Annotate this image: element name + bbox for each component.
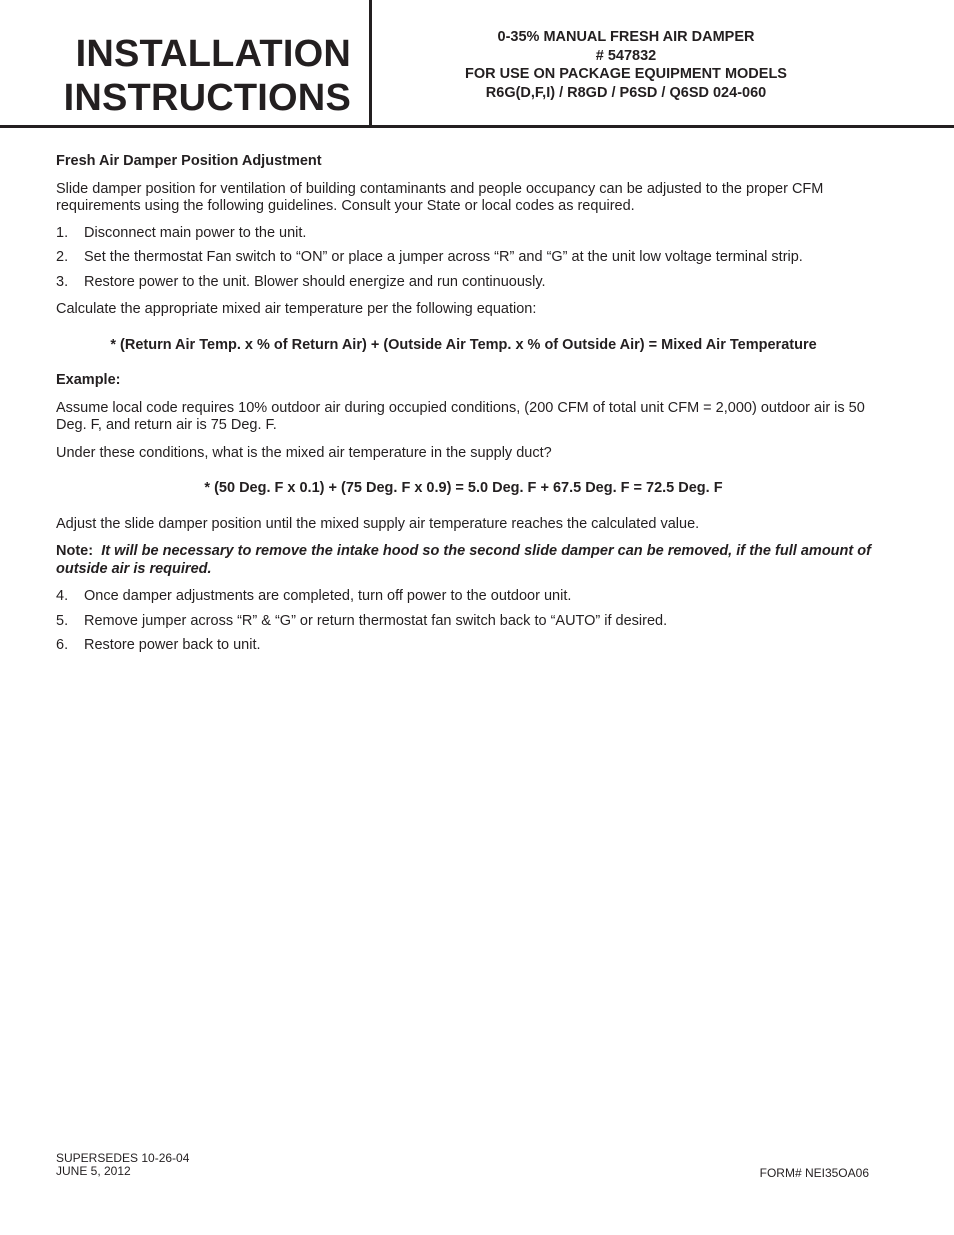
- step-number: 6.: [56, 637, 69, 653]
- list-item: [56, 274, 871, 292]
- page-header: [0, 0, 954, 128]
- subtitle-line: FOR USE ON PACKAGE EQUIPMENT MODELS: [465, 66, 787, 82]
- title-line: INSTRUCTIONS: [63, 77, 351, 119]
- example-question: Under these conditions, what is the mixed air temperature in the supply duct?: [56, 444, 552, 461]
- example-heading: Example:: [56, 372, 121, 388]
- step-text: Remove jumper across “R” & “G” or return thermostat fan switch back to “AUTO” if desired.: [84, 612, 668, 629]
- form-number: FORM# NEI35OA06: [759, 1166, 869, 1180]
- supersedes-text: SUPERSEDES 10-26-04: [56, 1151, 190, 1165]
- subtitle-line: 0-35% MANUAL FRESH AIR DAMPER: [497, 29, 755, 45]
- step-number: 5.: [56, 612, 69, 629]
- note-label: Note:: [56, 543, 94, 559]
- calculation-intro: Calculate the appropriate mixed air temperature per the following equation:: [56, 301, 537, 317]
- subtitle-line: R6G(D,F,I) / R8GD / P6SD / Q6SD 024-060: [485, 84, 767, 101]
- mixed-air-equation: * (Return Air Temp. x % of Return Air) + (Outside Air Temp. x % of Outside Air) = Mixed Air Temperature: [110, 336, 817, 353]
- list-item: [56, 637, 871, 655]
- list-item: [56, 613, 871, 631]
- step-text: Restore power back to unit.: [84, 637, 261, 653]
- list-item: [56, 225, 871, 243]
- example-equation: * (50 Deg. F x 0.1) + (75 Deg. F x 0.9) = 5.0 Deg. F + 67.5 Deg. F = 72.5 Deg. F: [204, 480, 723, 496]
- revision-date: JUNE 5, 2012: [56, 1164, 131, 1178]
- adjust-paragraph: Adjust the slide damper position until the mixed supply air temperature reaches the calculated value.: [56, 515, 700, 532]
- step-number: 1.: [56, 224, 69, 241]
- list-item: [56, 588, 871, 606]
- step-text: Set the thermostat Fan switch to “ON” or place a jumper across “R” and “G” at the unit low voltage terminal strip.: [84, 249, 803, 265]
- section-heading: Fresh Air Damper Position Adjustment: [56, 153, 322, 169]
- document-title: [0, 32, 351, 120]
- footer-revision: [56, 1152, 189, 1178]
- step-number: 4.: [56, 588, 69, 604]
- step-number: 2.: [56, 249, 69, 265]
- intro-paragraph: Slide damper position for ventilation of building contaminants and people occupancy can be adjusted to the proper CFM requirements using the following guidelines. Consult your State or local codes as required.: [56, 180, 824, 214]
- subtitle-line: # 547832: [595, 47, 657, 64]
- example-paragraph: Assume local code requires 10% outdoor air during occupied conditions, (200 CFM of total unit CFM = 2,000) outdoor air is 50 Deg. F, and return air is 75 Deg. F.: [56, 399, 865, 433]
- product-description: [398, 28, 854, 102]
- header-divider: [369, 0, 372, 127]
- step-text: Disconnect main power to the unit.: [84, 224, 307, 241]
- instructions-body: [56, 153, 871, 655]
- note-text: It will be necessary to remove the intake hood so the second slide damper can be removed, if the full amount of outside air is required.: [56, 543, 871, 577]
- title-line: INSTALLATION: [75, 33, 351, 75]
- list-item: [56, 249, 871, 267]
- step-number: 3.: [56, 273, 69, 290]
- header-rule: [0, 125, 954, 128]
- note-paragraph: [56, 543, 871, 578]
- step-text: Once damper adjustments are completed, turn off power to the outdoor unit.: [84, 588, 572, 604]
- step-text: Restore power to the unit. Blower should energize and run continuously.: [84, 273, 546, 290]
